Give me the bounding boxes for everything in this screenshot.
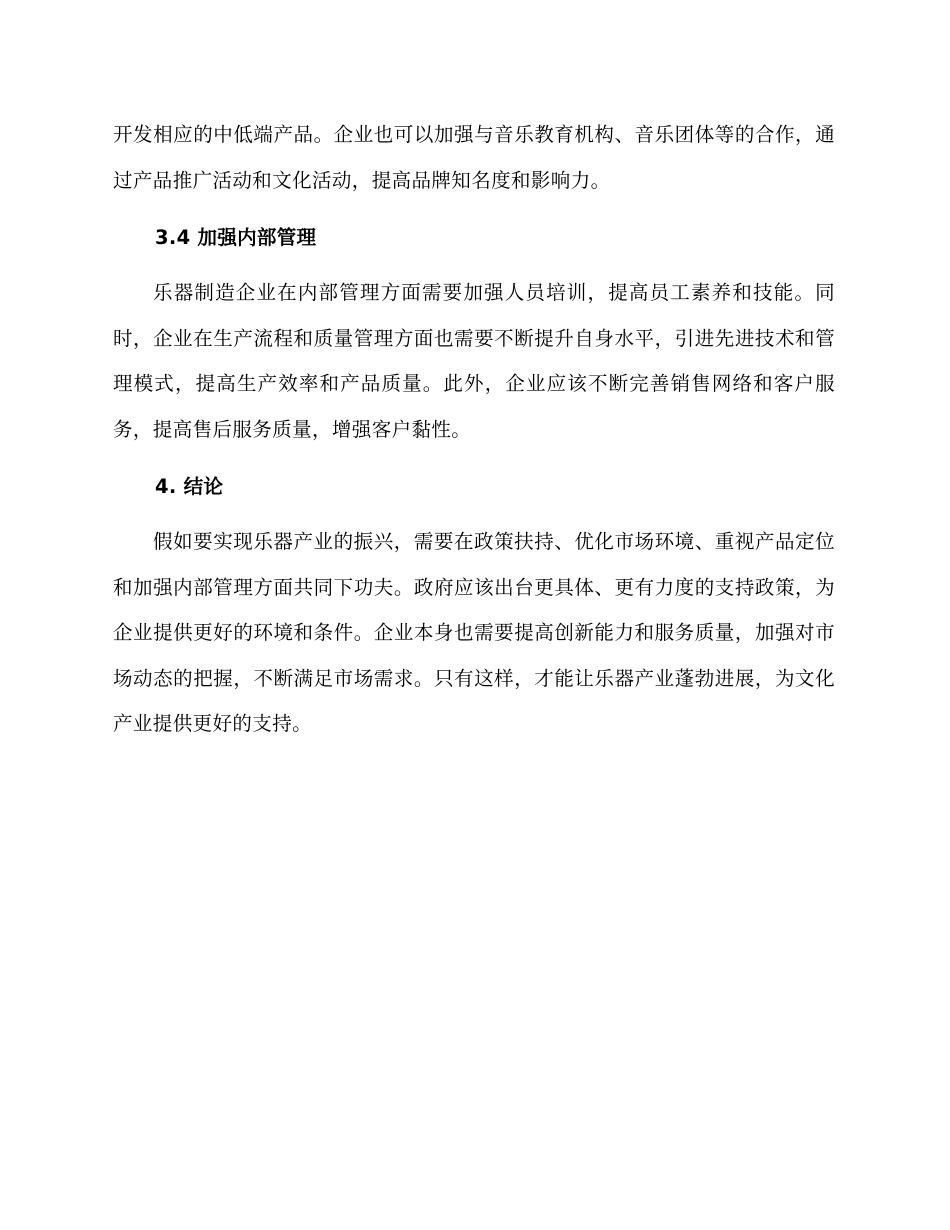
document-body	[113, 112, 835, 747]
paragraph-conclusion: 假如要实现乐器产业的振兴，需要在政策扶持、优化市场环境、重视产品定位和加强内部管理方面共同下功夫。政府应该出台更具体、更有力度的支持政策，为企业提供更好的环境和条件。企业本身也需要提高创新能力和服务质量，加强对市场动态的把握，不断满足市场需求。只有这样，才能让乐器产业蓬勃进展，为文化产业提供更好的支持。	[113, 530, 835, 735]
paragraph-internal-management: 乐器制造企业在内部管理方面需要加强人员培训，提高员工素养和技能。同时，企业在生产流程和质量管理方面也需要不断提升自身水平，引进先进技术和管理模式，提高生产效率和产品质量。此外，企业应该不断完善销售网络和客户服务，提高售后服务质量，增强客户黏性。	[113, 281, 835, 441]
section-heading-internal-management: 3.4 加强内部管理	[155, 226, 317, 249]
section-heading-conclusion: 4. 结论	[155, 475, 224, 498]
paragraph-continued: 开发相应的中低端产品。企业也可以加强与音乐教育机构、音乐团体等的合作，通过产品推广活动和文化活动，提高品牌知名度和影响力。	[113, 123, 835, 192]
